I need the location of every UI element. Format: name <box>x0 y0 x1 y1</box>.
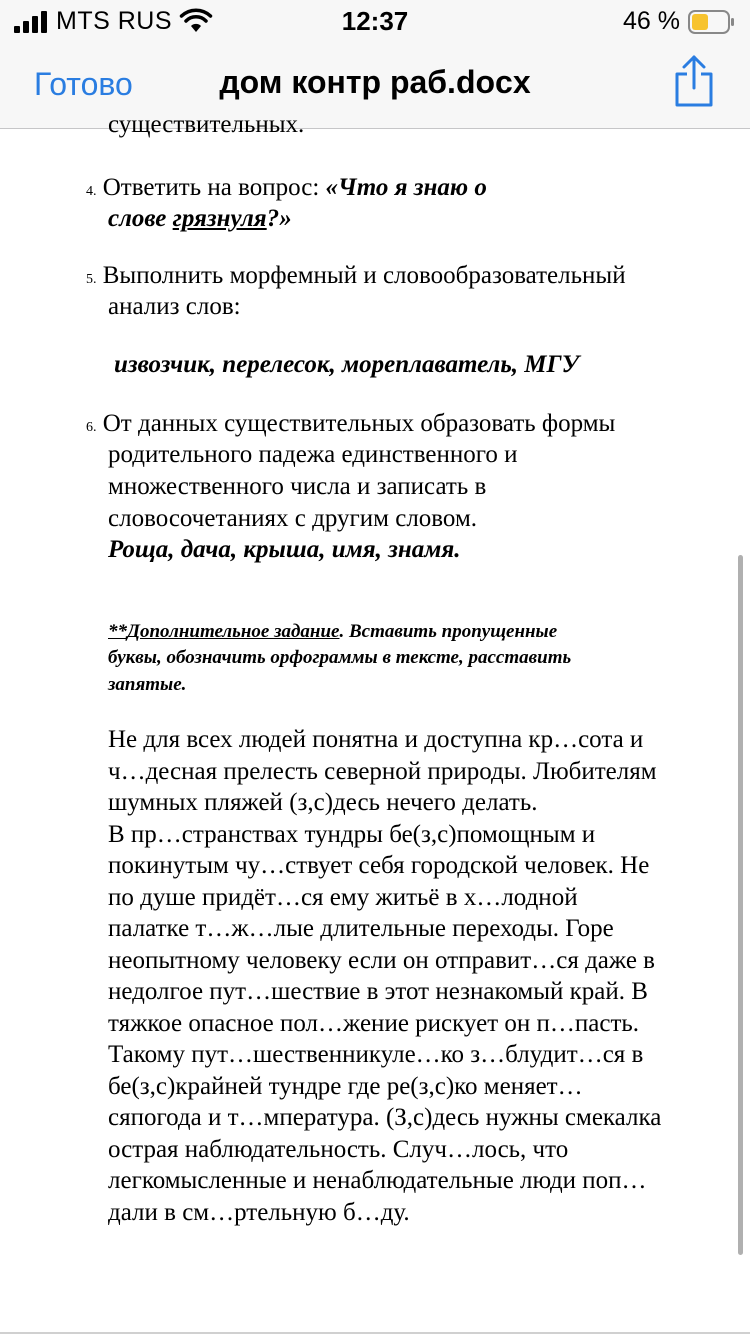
cut-off-line: существительных. <box>108 111 305 138</box>
question-pre: слове <box>108 205 173 232</box>
text-line: сяпогода и т…мпература. (З,с)десь нужны смекалка <box>108 1104 662 1131</box>
text-line: легкомысленные и ненаблюдательные люди поп… <box>108 1167 647 1194</box>
item-number: 6. <box>86 420 97 435</box>
text-line: покинутым чу…ствует себя городской человек. Не <box>108 852 650 879</box>
status-bar <box>0 0 750 40</box>
item-6-line-2: родительного падежа единственного и <box>108 441 518 468</box>
text-line: В пр…странствах тундры бе(з,с)помощным и <box>108 820 596 848</box>
item-6-line-3: множественного числа и записать в <box>108 473 487 500</box>
text-line: шумных пляжей (з,с)десь нечего делать. <box>108 789 538 816</box>
status-right <box>623 7 736 36</box>
text-line: Не для всех людей понятна и доступна кр…сота и <box>108 726 644 753</box>
clock: 12:37 <box>341 6 409 36</box>
item-5-words: извозчик, перелесок, мореплаватель, МГУ <box>114 351 580 378</box>
item-text: От данных существительных образовать формы <box>102 410 616 437</box>
extra-title: Дополнительное задание <box>127 621 340 642</box>
text-line: ч…десная прелесть северной природы. Любителям <box>108 757 657 785</box>
document-title: дом контр раб.docx <box>219 64 531 100</box>
item-text: Выполнить морфемный и словообразовательный <box>102 262 626 289</box>
document-content[interactable] <box>0 111 750 1334</box>
text-line: неопытному человеку если он отправит…ся даже в <box>108 946 655 974</box>
item-text: Ответить на вопрос: <box>102 174 326 201</box>
battery-percent: 46 % <box>623 7 680 35</box>
item-6-line-4: словосочетаниях с другим словом. <box>108 505 478 532</box>
text-line: Такому пут…шественникуле…ко з…блудит…ся в <box>108 1041 644 1068</box>
extra-task-line-2: буквы, обозначить орфограммы в тексте, расставить <box>108 647 572 668</box>
item-5-line-2: анализ слов: <box>108 293 241 320</box>
item-4-line-2 <box>108 205 292 233</box>
item-6 <box>86 410 615 438</box>
extra-stars: ** <box>108 621 127 642</box>
share-icon[interactable] <box>672 54 716 108</box>
question-post: ?» <box>266 205 292 232</box>
carrier-name: MTS RUS <box>56 7 172 35</box>
question-word: грязнуля <box>172 205 267 232</box>
text-line: недолгое пут…шествие в этот незнакомый край. В <box>108 978 648 1005</box>
item-4 <box>86 174 487 202</box>
battery-icon <box>688 10 736 34</box>
text-line: тяжкое опасное пол…жение рискует он п…пасть. <box>108 1009 640 1037</box>
text-line: острая наблюдательность. Случ…лось, что <box>108 1135 569 1163</box>
text-line: бе(з,с)крайней тундре где ре(з,с)ко меняет… <box>108 1072 583 1100</box>
item-5 <box>86 262 626 290</box>
extra-task-line-1 <box>108 621 557 643</box>
extra-task-line-3: запятые. <box>108 674 187 695</box>
item-6-words: Роща, дача, крыша, имя, знамя. <box>108 536 461 563</box>
extra-rest: . Вставить пропущенные <box>339 621 558 642</box>
item-number: 5. <box>86 272 97 287</box>
scrollbar[interactable] <box>738 555 743 1255</box>
text-line: по душе придёт…ся ему житьё в х…лодной <box>108 883 578 911</box>
text-line: дали в см…ртельную б…ду. <box>108 1198 410 1226</box>
done-button[interactable]: Готово <box>34 66 133 102</box>
exercise-text <box>108 724 718 1228</box>
item-number: 4. <box>86 184 97 199</box>
question-bold: «Что я знаю о <box>325 174 487 201</box>
text-line: палатке т…ж…лые длительные переходы. Горе <box>108 915 614 942</box>
